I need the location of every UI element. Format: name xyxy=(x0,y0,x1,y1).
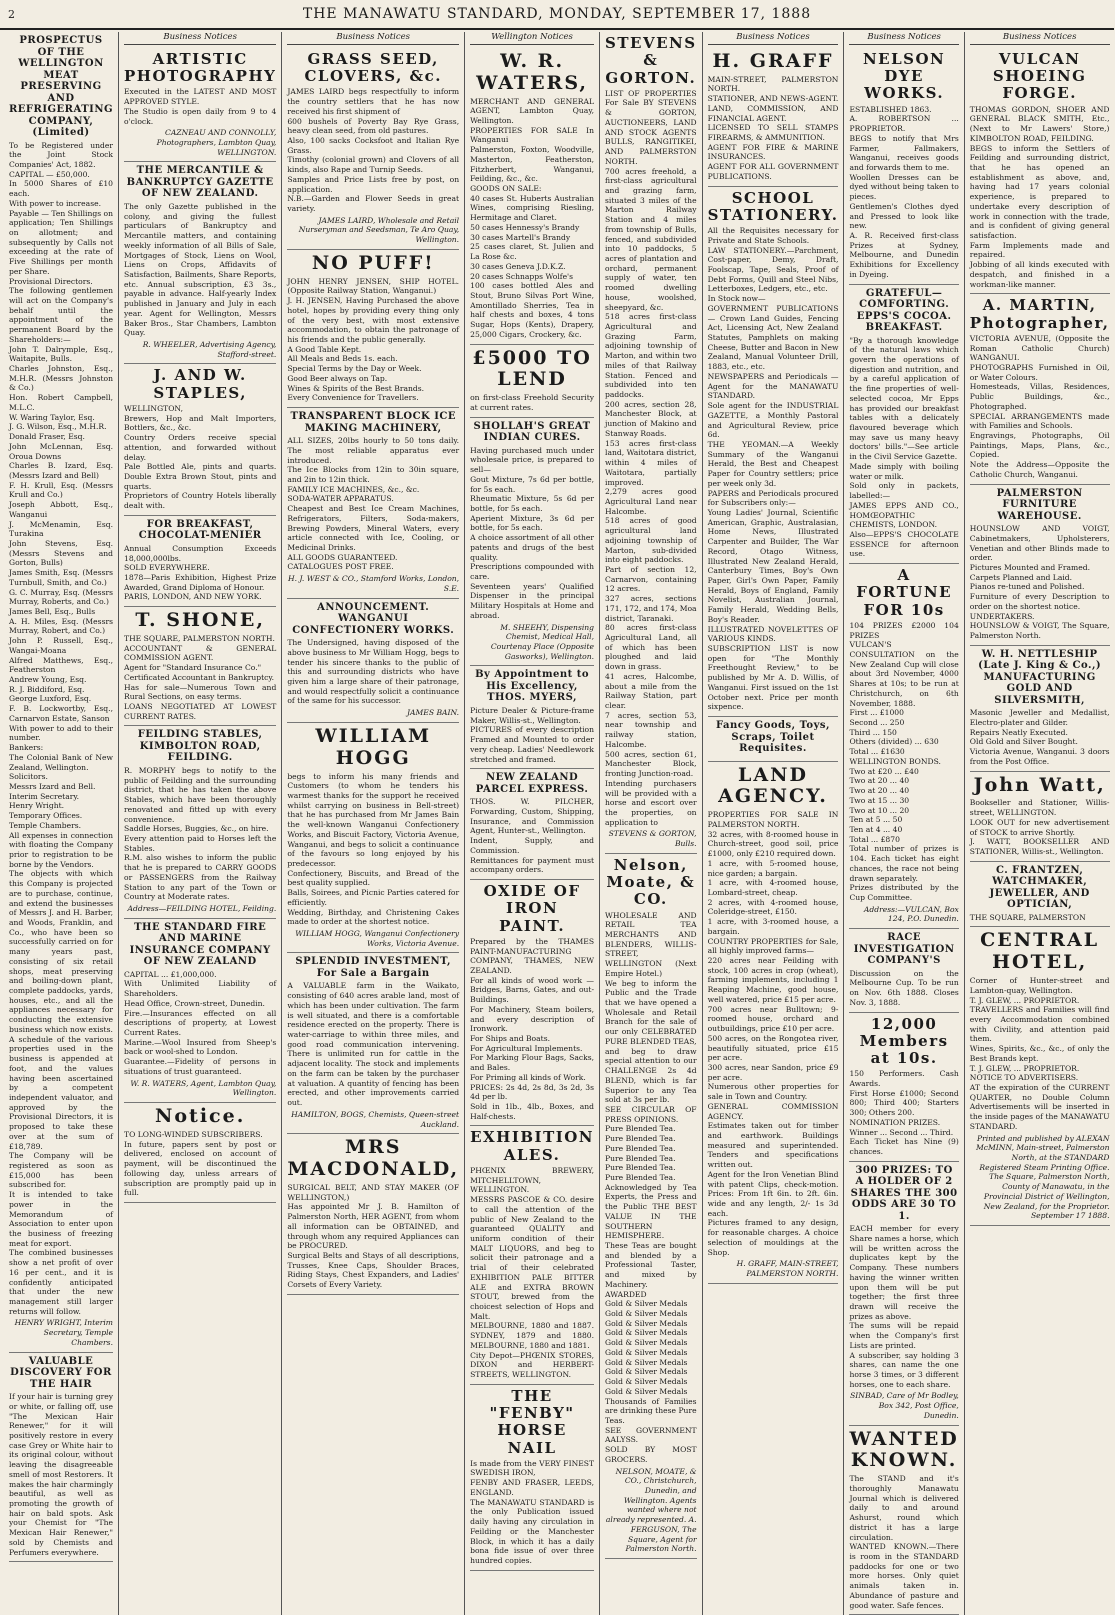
ad-body: The STAND and it's thoroughly Manawatu Journal which is delivered daily to and around Ashurst, round which district it has a large circulation. WANTED KNOWN.—There is room in the STANDARD paddocks for one or two more horses. Only quiet animals taken in. Abundance of pasture and good water. Safe fences. xyxy=(849,1474,959,1610)
ad-body: WHOLESALE AND RETAIL TEA MERCHANTS AND BLENDERS, WILLIS-STREET, WELLINGTON (Next Empire Hotel.) We beg to inform the Public and the Trade that we have opened a Wholesale and Retail Branch for the sale of our only CELEBRATED PURE BLENDED TEAS, and beg to draw special attention to our CHALLENGE 2s 4d BLEND, which is far Superior to any Tea sold at 3s per lb. SEE CIRCULAR OF PRESS OPINIONS. Pure Blended Tea. Pure Blended Tea. Pure Blended Tea. Pure Blended Tea. Pure Blended Tea. Pure Blended Tea. Acknowledged by Tea Experts, the Press and the Public THE BEST VALUE IN THE SOUTHERN HEMISPHERE. These Teas are bought and blended by a Professional Taster, and mixed by Machinery. AWARDED Gold & Silver Medals Gold & Silver Medals Gold & Silver Medals Gold & Silver Medals Gold & Silver Medals Gold & Silver Medals Gold & Silver Medals Gold & Silver Medals Gold & Silver Medals Gold & Silver Medals Thousands of Families are drinking these Pure Teas. SEE GOVERNMENT AALYSS. SOLD BY MOST GROCERS. xyxy=(605,910,697,1464)
advertisement xyxy=(287,599,459,723)
ad-title: SPLENDID INVESTMENT, For Sale a Bargain xyxy=(295,956,451,979)
ad-title: By Appointment to His Excellency, THOS. MYERS, xyxy=(475,669,590,704)
ad-signature: JAMES BAIN. xyxy=(407,708,460,718)
ad-title: £5000 TO LEND xyxy=(472,346,592,391)
ad-title: GRASS SEED, CLOVERS, &c. xyxy=(304,49,442,86)
ad-body: Annual Consumption Exceeds 18,000,000lbs. SOLD EVERYWHERE. 1878—Paris Exhibition, Highest Prize Awarded, Grand Diploma of Honour. PARIS, LONDON, AND NEW YORK. xyxy=(124,543,277,602)
ad-title: PALMERSTON FURNITURE WAREHOUSE. xyxy=(996,487,1083,522)
ad-body: EACH member for every Share names a horse, which will be written across the duplicates kept by the Company. These numbers having the winner written upon them will be put together; the first three drawn will receive the prizes as above. The sums will be repaid when the Company's first Lists are printed. A subscriber, say holding 3 shares, can name the one horse 3 times, or 3 different horses, one to each share. xyxy=(849,1224,959,1389)
ad-body: Picture Dealer & Picture-frame Maker, Willis-st., Wellington. PICTURES of every description Framed and Mounted to order very cheap. Ladies' Needlework stretched and framed. xyxy=(470,705,595,764)
advertisement xyxy=(124,1103,276,1203)
ad-body: PROPERTIES FOR SALE IN PALMERSTON NORTH. 32 acres, with 8-roomed house in Church-street, good soil, price £1000, only £210 required down. 1 acre, with 5-roomed house, nice garden; a bargain. 1 acre, with 4-roomed house, Lombard-street, cheap. 2 acres, with 4-roomed house, Coleridge-street, £150. 1 acre, with 3-roomed house, a bargain. COUNTRY PROPERTIES for Sale, all highly improved farms— 220 acres near Feilding with stock, 100 acres in crop (wheat), farming implements, including 1 Reaping Machine, good house, well watered, price £15 per acre. 700 acres near Bulltown; 9-roomed house, orchard and outbuildings, price £10 per acre. 500 acres, on the Rongotea river, beautifully situated, price £15 per acre. 300 acres, near Sandon, price £9 per acre. Numerous other properties for sale in Town and Country. GENERAL COMMISSION AGENCY. Estimates taken out for timber and earthwork. Buildings measured and superintended. Tenders and specifications written out. Agent for the Iron Venetian Blind with patent Clips, check-motion. Prices: From 1ft 6in. to 2ft. 6in. wide and any length, 2/- 1s 3d each. Pictures framed to any design, for reasonable charges. A choice selection of mouldings at the Shop. xyxy=(707,810,839,1257)
ad-body: begs to inform his many friends and Customers (to whom he tenders his warmest thanks for the support he received whilst carrying on business in Bell-street) that he has purchased from Mr James Bain the well-known Wanganui Confectionery Works, and Biscuit Factory, Victoria Avenue, Wanganui, and begs to solicit a continuance of the favours so long enjoyed by his predecessor. Confectionery, Biscuits, and Bread of the best quality supplied. Balls, Soirees, and Picnic Parties catered for efficiently. Wedding, Birthday, and Christening Cakes made to order at the shortest notice. xyxy=(287,771,460,927)
ad-title: VULCAN SHOEING FORGE. xyxy=(992,49,1087,103)
ad-title: EXHIBITION ALES. xyxy=(470,1128,595,1164)
advertisement xyxy=(849,48,958,285)
newspaper-title: THE MANAWATU STANDARD, MONDAY, SEPTEMBER 17, 1888 xyxy=(302,6,812,22)
ad-title: RACE INVESTIGATION COMPANY'S xyxy=(853,932,955,967)
ad-title: Fancy Goods, Toys, Scraps, Toilet Requisites. xyxy=(715,720,831,755)
ad-title: 300 PRIZES: TO A HOLDER OF 2 SHARES THE 300 ODDS ARE 30 TO 1. xyxy=(850,1164,958,1222)
column-3 xyxy=(282,32,465,1615)
ad-body: WELLINGTON, Brewers, Hop and Malt Importers, Bottlers, &c., &c. Country Orders receive special attention, and forwarded without delay. Pale Bottled Ale, pints and quarts. Double Extra Brown Stout, pints and quarts. Proprietors of Country Hotels liberally dealt with. xyxy=(124,403,277,511)
ad-body: All the Requisites necessary for Private and State Schools. LAW STATIONERY.—Parchment, Cost-paper, Demy, Draft, Foolscap, Tape, Seals, Proof of Debt Forms, Quill and Steel Nibs, Letterboxes, Ledgers, etc., etc. In Stock now— GOVERNMENT PUBLICATIONS — Crown Land Guides, Fencing Act, Licensing Act, New Zealand Statutes, Pamphlets on making Cheese, Butter and Bacon in New Zealand, Manual Volunteer Drill, 1883, etc., etc. NEWSPAPERS and Periodicals — Agent for the MANAWATU STANDARD. Sole agent for the INDUSTRIAL GAZETTE, a Monthly Pastoral and Agricultural Review, price 6d. THE YEOMAN.—A Weekly Summary of the Wanganui Herald, the Best and Cheapest Paper for Country settlers; price per week only 3d. PAPERS and Periodicals procured for Subscribers only:— Young Ladies' Journal, Scientific American, Graphic, Australasian, Home News, Illustrated Carpenter and Builder, The War Record, Otago Witness, Illustrated New Zealand Herald, Canterbury Times, Boy's Own Paper, Girl's Own Paper, Family Herald, Boys of England, Family Novelist, Australian Journal, Family Herald, Wedding Bells, Boy's Reader. ILLUSTRATED NOVELETTES OF VARIOUS KINDS. SUBSCRIPTION LIST is now open for "The Monthly Freethought Review," to be published by Mr A. D. Willis, of Wanganui. First issued on the 1st October next. Price per month sixpence. xyxy=(707,226,839,712)
ad-body: MERCHANT AND GENERAL AGENT, Lambton Quay, Wellington. PROPERTIES FOR SALE In Wanganui Palmerston, Foxton, Woodville, Masterton, Featherston, Fitzherbert, Wanganui, Feilding, &c., &c. GOODS ON SALE: 40 cases St. Huberts Australian Wines, comprising Riesling, Hermitage and Claret. 50 cases Hennessy's Brandy 30 cases Martell's Brandy 25 cases claret, St. Julien and La Rose &c. 30 cases Geneva J.D.K.Z. 20 cases Schnapps Wolfe's 100 cases bottled Ales and Stout, Bruno Silvas Port Wine, Amontillado Sherries, Tea in half chests and boxes, 4 tons Sugar, Hops (Kents), Drapery, 25,000 Cigars, Crockery, &c. xyxy=(470,96,595,339)
ad-title: ANNOUNCEMENT. WANGANUI CONFECTIONERY WORKS. xyxy=(292,601,455,636)
ad-title: SHOLLAH'S GREAT INDIAN CURES. xyxy=(473,420,591,444)
ad-title: T. SHONE, xyxy=(135,609,265,632)
ad-signature: WILLIAM HOGG, Wanganui Confectionery Works, Victoria Avenue. xyxy=(295,929,460,948)
ad-signature: SINBAD, Care of Mr Bodley, Box 342, Post Office, Dunedin. xyxy=(850,1391,959,1420)
advertisement xyxy=(287,408,459,599)
ad-body: R. MORPHY begs to notify to the public of Feilding and the surrounding district, that he has taken the above Stables, which have been thoroughly renovated and fitted up with every convenience. Saddle Horses, Buggies, &c., on hire. Every attention paid to Horses left the Stables. R.M. also wishes to inform the public that he is prepared to CARRY GOODS or PASSENGERS from the Railway Station to any part of the Town or Country at Moderate rates. xyxy=(124,765,277,902)
ad-title: OXIDE OF IRON PAINT. xyxy=(483,882,581,935)
ad-body: Discussion on the Melbourne Cup. To be run on Nov. 6th 1888. Closes Nov. 3, 1888. xyxy=(849,968,959,1007)
ad-body: Corner of Hunter-street and Lambton-quay, Wellington. T. J. GLEW, ... PROPRIETOR. TRAVELLERS and Families will find every Accommodation combined with Civility, and attention paid them. Wines, Spirits, &c., &c., of only the Best Brands kept. T. J. GLEW, ... PROPRIETOR. NOTICE TO ADVERTISERS. AT the expiration of the CURRENT QUARTER, no Double Column Advertisements will be inserted in the inside pages of the MANAWATU STANDARD. xyxy=(969,976,1110,1131)
ad-body: JAMES LAIRD begs respectfully to inform the country settlers that he has now received his first shipment of 600 bushels of Poverty Bay Rye Grass, heavy clean seed, from old pastures. Also, 100 sacks Cocksfoot and Italian Rye Grass. Timothy (colonial grown) and Clovers of all kinds, also Rape and Turnip Seeds. Samples and Price Lists free by post, on application. N.B.—Garden and Flower Seeds in great variety. xyxy=(287,87,460,213)
ad-signature: CAZNEAU AND CONNOLLY, Photographers, Lambton Quay, WELLINGTON. xyxy=(156,128,277,157)
advertisement xyxy=(849,1162,958,1426)
advertisement xyxy=(470,880,594,1126)
ad-signature: HAMILTON, BOGS, Chemists, Queen-street Auckland. xyxy=(291,1109,460,1129)
ad-title: WANTED KNOWN. xyxy=(849,1427,959,1472)
ad-body: HOUNSLOW AND VOIGT, Cabinetmakers, Upholsterers, Venetian and other Blinds made to order. Pictures Mounted and Framed. Carpets Planned and Laid. Pianos re-tuned and Polished. Furniture of every Description to order on the shortest notice. UNDERTAKERS. HOUNSLOW & VOIGT, The Square, Palmerston North. xyxy=(969,524,1110,640)
ad-title: A FORTUNE FOR 10s xyxy=(856,566,953,619)
ad-body: Masonic Jeweller and Medallist, Electro-plater and Gilder. Repairs Neatly Executed. Old Gold and Silver Bought. Victoria Avenue, Wanganui. 3 doors from the Post Office. xyxy=(969,708,1110,766)
advertisement xyxy=(124,364,276,515)
ad-signature: Address—FEILDING HOTEL, Feilding. xyxy=(127,904,277,913)
ad-body: SURGICAL BELT, AND STAY MAKER (OF WELLINGTON,) Has appointed Mr J. B. Hamilton of Palmerston North, HER AGENT, from whom all information can be OBTAINED, and through whom any required Appliances can be PROCURED. Surgical Belts and Stays of all descriptions, Trusses, Knee Caps, Shoulder Braces, Riding Stays, Chest Expanders, and Ladies' Corsets of Every Variety. xyxy=(287,1182,460,1290)
advertisement xyxy=(9,32,113,1353)
ad-title: A. MARTIN, Photographer, xyxy=(969,296,1110,332)
ad-body: 104 PRIZES £2000 104 PRIZES VULCAN'S CONSULTATION on the New Zealand Cup will close about 3rd November, 4000 Shares at 10s; to be run at Christchurch, on 6th November, 1888. First ... £1000 Second ... 250 Third ... 150 Others (divided) ... 630 Total ... £1630 WELLINGTON BONDS. Two at £20 ... £40 Two at 20 ... 40 Two at 20 ... 40 Two at 15 ... 30 Two at 10 ... 20 Ten at 5 ... 50 Ten at 4 ... 40 Total ... £870 Total number of prizes is 104. Each ticket has eight chances, the race not being drawn separately. Prizes distributed by the Cup Committee. xyxy=(849,620,959,902)
ad-title: NEW ZEALAND PARCEL EXPRESS. xyxy=(475,772,589,795)
ad-signature: W. R. WATERS, Agent, Lambton Quay, Wellington. xyxy=(130,1078,277,1098)
ad-body: THOS. W. PILCHER, Forwarding, Custom, Shipping, Insurance, and Commission Agent, Hunter-st., Wellington. Indent, Supply, and Commission. Remittances for payment must accompany orders. xyxy=(470,797,595,875)
ad-body: 150 Performers. Cash Awards. First Horse £1000; Second 800; Third 400; Starters 300; Others 200. NOMINATION PRIZES. Winner ... Second ... Third. Each Ticket has Nine (9) chances. xyxy=(849,1069,959,1156)
ad-title: VALUABLE DISCOVERY FOR THE HAIR xyxy=(10,1355,112,1390)
ad-body: LIST OF PROPERTIES For Sale BY STEVENS & GORTON, AUCTIONEERS, LAND AND STOCK AGENTS BULLS, RANGITIKEI, AND PALMERSTON NORTH. 700 acres freehold, a first-class agricultural and grazing farm, situated 3 miles of the Marton Railway Station and 4 miles from township of Bulls, fenced, and subdivided into 10 paddocks, 5 acres of plantation and orchard, permanent supply of water, ten roomed dwelling house, woolshed, sheepyard, &c. 518 acres first-class Agricultural and Grazing Farm, adjoining township of Marton, and within two miles of that Railway Station. Fenced and subdivided into ten paddocks. 200 acres, section 28, Manchester Block, at junction of Makino and Stanway Roads. 153 acres first-class land, Waitotara district, within 4 miles of Waitotara, partially improved. 2,279 acres good Agricultural Land near Halcombe. 518 acres of good agricultural land adjoining township of Marton, sub-divided into eight paddocks. Part of section 12, Carnarvon, containing 12 acres. 327 acres, sections 171, 172, and 174, Moa district, Taranaki. 80 acres first-class Agricultural Land, all of which has been ploughed and laid down in grass. 41 acres, Halcombe, about a mile from the Railway Station, part clear. 7 acres, section 53, near township and railway station, Halcombe. 500 acres, section 61, Manchester Block, fronting Junction-road. Intending purchasers will be provided with a horse and escort over the properties, on application to xyxy=(605,88,697,827)
ad-title: H. GRAFF xyxy=(712,49,834,72)
ad-signature: NELSON, MOATE, & CO., Christchurch, Dunedin, and Wellington. Agents wanted where not already represented. A. FERGUSON, The Square, Agent for Palmerston North. xyxy=(605,1466,697,1554)
ad-title: THE "FENBY" HORSE NAIL xyxy=(489,1386,575,1457)
advertisement xyxy=(970,294,1110,484)
ad-body: "By a thorough knowledge of the natural laws which govern the operations of digestion and nutrition, and by a careful application of the fine properties of well-selected cocoa, Mr Epps has provided our breakfast tables with a delicately flavoured beverage which may save us many heavy doctors' bills."—See article in the Civil Service Gazette. Made simply with boiling water or milk. Sold only in packets, labelled:— JAMES EPPS AND CO., HOMŒOPATHIC CHEMISTS, LONDON. Also—EPPS'S CHOCOLATE ESSENCE for afternoon use. xyxy=(849,335,959,559)
advertisement xyxy=(470,418,594,667)
ad-title: STEVENS & GORTON. xyxy=(605,34,697,87)
ad-title: ARTISTIC PHOTOGRAPHY xyxy=(124,49,277,86)
ad-title: FEILDING STABLES, KIMBOLTON ROAD, FEILDING. xyxy=(137,729,263,764)
ad-body: The Undersigned, having disposed of the above business to Mr William Hogg, begs to tender his sincere thanks to the public of this and surrounding districts who have given him a large share of their patronage, and would respectfully solicit a continuance of the same for his successor. xyxy=(287,638,460,706)
advertisement xyxy=(470,1126,594,1384)
ad-body: ALL SIZES, 20lbs hourly to 50 tons daily. The most reliable apparatus ever introduced. The Ice Blocks from 12in to 30in square, and 2in to 12in thick. FAMILY ICE MACHINES, &c., &c. SODA-WATER APPARATUS. Cheapest and Best Ice Cream Machines, Refrigerators, Filters, Soda-makers, Brewing Powders, Mineral Waters, every article connected with Ice, Cooling, or Medicinal Drinks. ALL GOODS GUARANTEED. CATALOGUES POST FREE. xyxy=(287,436,460,572)
ad-title: WILLIAM HOGG xyxy=(315,724,432,769)
advertisement xyxy=(849,1426,958,1615)
ad-title: W. R. WATERS, xyxy=(476,49,589,94)
column-header: Wellington Notices xyxy=(470,32,594,45)
ad-title: THE MERCANTILE & BANKRUPTCY GAZETTE OF NEW ZEALAND. xyxy=(126,165,274,200)
ad-body: The only Gazette published in the colony, and giving the fullest particulars of Bankruptcy and Mercantile matters, and containing weekly information of all Bills of Sale, Mortgages of Stock, Liens on Wool, Liens on Crops, Affidavits of Satisfaction, Bailments, Share Reports, etc. Annual subscription, £3 3s., payable in advance. Half-yearly Index published in January and July in each year. Agent for Wellington, Messrs Baker Bros., Star Chambers, Lambton Quay. xyxy=(124,201,277,338)
column-header: Business Notices xyxy=(124,32,276,45)
ad-title: Notice. xyxy=(155,1105,246,1128)
advertisement xyxy=(124,516,276,607)
ad-title: C. FRANTZEN, WATCHMAKER, JEWELLER, AND OPTICIAN, xyxy=(989,864,1090,911)
advertisement xyxy=(124,607,276,726)
ad-body: JOHN HENRY JENSEN, SHIP HOTEL. (Opposite Railway Station, Wanganui.) J. H. JENSEN, Having Purchased the above hotel, hopes by providing every thing only of the very best, with most extensive accommodation, to obtain the patronage of his friends and the public generally. A Good Table Kept. All Meals and Beds 1s. each. Special Terms by the Day or Week. Good Beer always on Tap. Wines & Spirits of the Best Brands. Every Convenience for Travellers. xyxy=(287,276,460,403)
ad-title: FOR BREAKFAST, CHOCOLAT-MENIER xyxy=(138,518,262,542)
advertisement xyxy=(287,48,459,250)
ad-body: TO LONG-WINDED SUBSCRIBERS. In future, papers sent by post or delivered, enclosed on account of payment, will be discontinued the following day, unless arrears of subscription are promptly paid up in full. xyxy=(124,1129,277,1198)
advertisement xyxy=(124,48,276,163)
ad-body: Having purchased much under wholesale price, is prepared to sell— Gout Mixture, 7s 6d per bottle, for 5s each. Rheumatic Mixture, 5s 6d per bottle, for 5s each. Aperient Mixture, 3s 6d per bottle, for 5s each. A choice assortment of all other patents and drugs of the best quality. Prescriptions compounded with care. Seventeen years' Qualified Dispenser in the principal Military Hospitals at Home and abroad. xyxy=(470,445,595,620)
column-1 xyxy=(4,32,119,1615)
advertisement xyxy=(970,48,1110,294)
advertisement xyxy=(849,564,958,929)
column-header: Business Notices xyxy=(849,32,958,45)
advertisement xyxy=(849,1013,958,1162)
ad-body: Executed in the LATEST AND MOST APPROVED STYLE. The Studio is open daily from 9 to 4 o'clock. xyxy=(124,87,277,126)
ad-title: TRANSPARENT BLOCK ICE MAKING MACHINERY, xyxy=(290,411,456,434)
advertisement xyxy=(970,485,1110,646)
ad-signature: Address:—VULCAN, Box 124, P.O. Dunedin. xyxy=(863,904,959,924)
ad-body: MAIN-STREET, PALMERSTON NORTH. STATIONER, AND NEWS-AGENT. LAND, COMMISSION, AND FINANCIAL AGENT. LICENSED TO SELL STAMPS FIREARMS, & AMMUNITION. AGENT FOR FIRE & MARINE INSURANCES. AGENT FOR ALL GOVERNMENT PUBLICATIONS. xyxy=(707,74,839,181)
ad-body: PHŒNIX BREWERY, MITCHELLTOWN, WELLINGTON. MESSRS PASCOE & CO. desire to call the attention of the public of New Zealand to the guaranteed QUALITY and uniform condition of their MALT LIQUORS, and beg to solicit their patronage and a trial of their celebrated EXHIBITION PALE BITTER ALE and EXTRA BROWN STOUT, brewed from the choicest selection of Hops and Malt. MELBOURNE, 1880 and 1887. SYDNEY, 1879 and 1880. MELBOURNE, 1880 and 1881. City Depot—PHŒNIX STORES, DIXON and HERBERT-STREETS, WELLINGTON. xyxy=(470,1165,595,1380)
ad-title: NELSON DYE WORKS. xyxy=(862,49,946,103)
advertisement xyxy=(470,769,594,880)
column-8 xyxy=(965,32,1115,1615)
advertisement xyxy=(708,48,839,187)
ad-title: W. H. NETTLESHIP (Late J. King & Co.,) MANUFACTURING GOLD AND SILVERSMITH, xyxy=(978,648,1102,706)
ad-signature: R. WHEELER, Advertising Agency, Stafford-street. xyxy=(142,339,277,359)
ad-body: Is made from the VERY FINEST SWEDISH IRON, FENBY AND FRASER, LEEDS, ENGLAND. The MANAWATU STANDARD is the only Publication issued daily having any circulation in Feilding or the Manchester Block, in which it has a daily bona fide issue of over three hundred copies. xyxy=(470,1458,595,1565)
advertisement xyxy=(470,345,594,418)
advertisement xyxy=(708,187,839,717)
column-7 xyxy=(844,32,964,1615)
ad-title: CENTRAL HOTEL, xyxy=(980,929,1100,974)
advertisement xyxy=(605,854,697,1559)
ad-signature: HENRY WRIGHT, Interim Secretary, Temple Chambers. xyxy=(14,1318,113,1347)
ad-body: Prepared by the THAMES PAINT-MANUFACTURING COMPANY, THAMES, NEW ZEALAND. For all kinds of wood work — Bridges, Barns, Gates, and out-Buildings. For Machinery, Steam boilers, and every description of Ironwork. For Ships and Boats. For Agricultural Implements. For Marking Flour Bags, Sacks, and Bales. For Priming all kinds of Work. PRICES: 2s 4d, 2s 8d, 3s 2d, 3s 4d per lb. Sold in 1lb., 4lb., Boxes, and Half-chests. xyxy=(470,936,595,1121)
advertisement xyxy=(708,762,839,1284)
column-header: Business Notices xyxy=(970,32,1110,45)
column-5 xyxy=(600,32,703,1615)
ad-title: SCHOOL STATIONERY. xyxy=(707,188,839,224)
column-4 xyxy=(465,32,600,1615)
ad-title: J. AND W. STAPLES, xyxy=(153,366,247,402)
advertisement xyxy=(970,862,1110,928)
column-header: Business Notices xyxy=(287,32,459,45)
ad-body: THE SQUARE, PALMERSTON xyxy=(969,912,1086,922)
advertisement xyxy=(287,250,459,408)
ad-signature: H. GRAFF, MAIN-STREET, PALMERSTON NORTH. xyxy=(736,1259,839,1279)
ad-body: ESTABLISHED 1863. A. ROBERTSON ... PROPRIETOR. BEGS to notify that Mrs Farmer, Fallmakers, Wanganui, receives goods and forwards them to me. Woollen Dresses can be dyed without being taken to pieces. Gentlemen's Clothes dyed and Pressed to look like new. A. R. Received first-class Prizes at Sydney, Melbourne, and Dunedin Exhibitions for Excellency in Dyeing. xyxy=(849,104,959,279)
ad-title: LAND AGENCY. xyxy=(718,763,828,808)
ad-title: THE STANDARD FIRE AND MARINE INSURANCE COMPANY OF NEW ZEALAND xyxy=(129,921,271,968)
ad-title: 12,000 Members at 10s. xyxy=(859,1014,949,1067)
ad-signature: Printed and published by ALEXAN McMINN, Main-street, Palmerston North, at the STANDARD Registered Steam Printing Office. The Square, Palmerston North, County of Manawatu, in the Provincial District of Wellington, New Zealand, for the Proprietor. September 17 1888. xyxy=(975,1133,1110,1221)
ad-body: THOMAS GORDON, SHOER AND GENERAL BLACK SMITH, Etc., (Next to Mr Lawers' Store,) KIMBOLTON ROAD, FEILDING. BEGS to inform the Settlers of Feilding and surrounding district, that he has opened an establishment as above, and, having had 17 years colonial experience, is prepared to undertake every description of work in connection with the trade, and is confident of giving general satisfaction. Farm Implements made and repaired. Jobbing of all kinds executed with despatch, and finished in a workman-like manner. xyxy=(969,104,1110,289)
advertisement xyxy=(970,772,1110,862)
ad-body: To be Registered under the Joint Stock Companies' Act, 1882. CAPITAL — £50,000. In 5000 Shares of £10 each. With power to increase. Payable — Ten Shillings on application; Ten Shillings on allotment; and subsequently by Calls not exceeding at the rate of Five Shillings per month per Share. Provisional Directors. The following gentlemen will act on the Company's behalf until the appointment of the permanent Board by the Shareholders:— John T. Dalrymple, Esq., Waitapite, Bulls. Charles Johnston, Esq., M.H.R. (Messrs Johnston & Co.) Hon. Robert Campbell, M.L.C. W. Waring Taylor, Esq. J. G. Wilson, Esq., M.H.R. Donald Fraser, Esq. John McLennan, Esq. Oroua Downs Charles B. Izard, Esq. (Messrs Izard and Bell) F. H. Krull, Esq. (Messrs Krull and Co.) Joseph Abbott, Esq., Wanganui J. McMenamin, Esq. Turakina John Stevens, Esq. (Messrs Stevens and Gorton, Bulls) James Smith, Esq. (Messrs Turnbull, Smith, and Co.) G. C. Murray, Esq. (Messrs Murray, Roberts, and Co.) James Bell, Esq., Bulls A. H. Miles, Esq. (Messrs Murray, Robert, and Co.) John P. Russell, Esq., Wangai-Moana Alfred Matthews, Esq., Featherston Andrew Young, Esq. R. J. Biddiford, Esq. George Luxford, Esq. F. B. Lockwortby, Esq., Carnarvon Estate, Sanson With power to add to their number. Bankers: The Colonial Bank of New Zealand, Wellington. Solicitors. Messrs Izard and Bell. Interim Secretary. Henry Wright. Temporary Offices. Temple Chambers. All expenses in connection with floating the Company prior to registration to be borne by the Vendors. The objects with which this Company is projected are to purchase, continue, and extend the businesses of Messrs J. and H. Barber, and Woods, Franklin, and Co., who have been so successfully carried on for many years past, consisting of six retail shops, meat preserving and boiling-down plant, complete paddocks, yards, houses, etc., and all the appliances necessary for conducting the extensive business which now exists. A schedule of the various properties used in the business is appended at foot, and the values having been ascertained by a competent independent valuator, and approved by the Provisional Directors, it is proposed to take these over at the sum of £18,789. The Company will be registered as soon as £15,000 has been subscribed for. It is intended to take power in the Memorandum of Association to enter upon the business of freezing meat for export. The combined businesses show a net profit of over 16 per cent., and it is confidently anticipated that under the new management still larger returns will follow. xyxy=(9,140,113,1316)
advertisement xyxy=(287,723,459,954)
advertisement xyxy=(470,666,594,769)
ad-title: MRS MACDONALD, xyxy=(287,1136,460,1181)
page-number: 2 xyxy=(8,7,16,21)
ad-signature: JAMES LAIRD, Wholesale and Retail Nurseryman and Seedsman, Te Aro Quay, Wellington. xyxy=(298,215,460,245)
column-header: Business Notices xyxy=(708,32,839,45)
ad-title: NO PUFF! xyxy=(311,251,435,274)
ad-signature: STEVENS & GORTON, Bulls. xyxy=(608,829,697,849)
advertisement xyxy=(124,919,276,1103)
ad-body: A VALUABLE farm in the Waikato, consisting of 640 acres arable land, most of which has been under cultivation. The farm is well situated, and there is a comfortable residence erected on the property. There is water-carriage to within three miles, and good road communication intervening. There is unlimited run for cattle in the adjacent locality. The stock and implements on the farm can be taken by the purchaser at valuation. A quantity of fencing has been erected, and other improvements carried out. xyxy=(287,981,460,1108)
advertisement xyxy=(849,929,958,1012)
ad-body: Bookseller and Stationer, Willis-street, WELLINGTON. LOOK OUT for new advertisement of STOCK to arrive Shortly. J. WATT, BOOKSELLER AND STATIONER, Willis-st., Wellington. xyxy=(969,798,1110,856)
ad-signature: M. SHEEHY, Dispensing Chemist, Medical Hall, Courtenay Place (Opposite Gasworks), Wellington. xyxy=(490,622,595,661)
masthead xyxy=(0,0,1114,30)
ad-signature: H. J. WEST & CO., Stamford Works, London, S.E. xyxy=(288,574,460,593)
ad-title: GRATEFUL—COMFORTING. EPPS'S COCOA. BREAKFAST. xyxy=(856,287,952,334)
advertisement xyxy=(124,162,276,364)
ad-body: If your hair is turning grey or white, or falling off, use "The Mexican Hair Renewer," for it will positively restore in every case Grey or White hair to its original colour, without leaving the disagreeable smell of most Restorers. It makes the hair charmingly beautiful, as well as promoting the growth of hair on bald spots. Ask your Chemist for "The Mexican Hair Renewer," sold by Chemists and Perfumers everywhere. xyxy=(9,1392,113,1557)
advertisement xyxy=(970,927,1110,1226)
advertisement xyxy=(9,1353,113,1563)
advertisement xyxy=(849,285,958,565)
ad-title: John Watt, xyxy=(973,773,1106,796)
ad-body: CAPITAL ... £1,000,000. With Unlimited Liability of Shareholders. Head Office, Crown-street, Dunedin. Fire.—Insurances effected on all descriptions of property, at Lowest Current Rates. Marine.—Wool Insured from Sheep's back or wool-shed to London. Guarantee.—Fidelity of persons in situations of trust guaranteed. xyxy=(124,969,277,1076)
column-2 xyxy=(119,32,282,1615)
column-6 xyxy=(703,32,845,1615)
advertisement xyxy=(124,726,276,918)
advertisement xyxy=(470,48,594,345)
advertisement xyxy=(287,953,459,1134)
page-columns xyxy=(4,32,1110,1610)
advertisement xyxy=(605,32,697,854)
advertisement xyxy=(287,1134,459,1295)
advertisement xyxy=(470,1385,594,1571)
advertisement xyxy=(708,717,839,762)
ad-body: THE SQUARE, PALMERSTON NORTH. ACCOUNTANT & GENERAL COMMISSION AGENT. Agent for "Standard Insurance Co." Certificated Accountant in Bankruptcy. Has for sale—Numerous Town and Rural Sections, on easy terms. LOANS NEGOTIATED AT LOWEST CURRENT RATES. xyxy=(124,633,277,721)
ad-body: VICTORIA AVENUE, (Opposite the Roman Catholic Church) WANGANUI. PHOTOGRAPHS Furnished in Oil, or Water Colours. Homesteads, Villas, Residences, Public Buildings, &c., Photographed. SPECIAL ARRANGEMENTS made with Families and Schools. Engravings, Photographs, Oil Paintings, Maps, Plans, &c., Copied. Note the Address—Opposite the Catholic Church, Wanganui. xyxy=(969,333,1110,479)
ad-title: PROSPECTUS OF THE WELLINGTON MEAT PRESERVING AND REFRIGERATING COMPANY, (Limited) xyxy=(9,35,114,138)
ad-body: on first-class Freehold Security at current rates. xyxy=(470,393,595,412)
advertisement xyxy=(970,646,1110,772)
ad-title: Nelson, Moate, & CO. xyxy=(606,855,696,909)
